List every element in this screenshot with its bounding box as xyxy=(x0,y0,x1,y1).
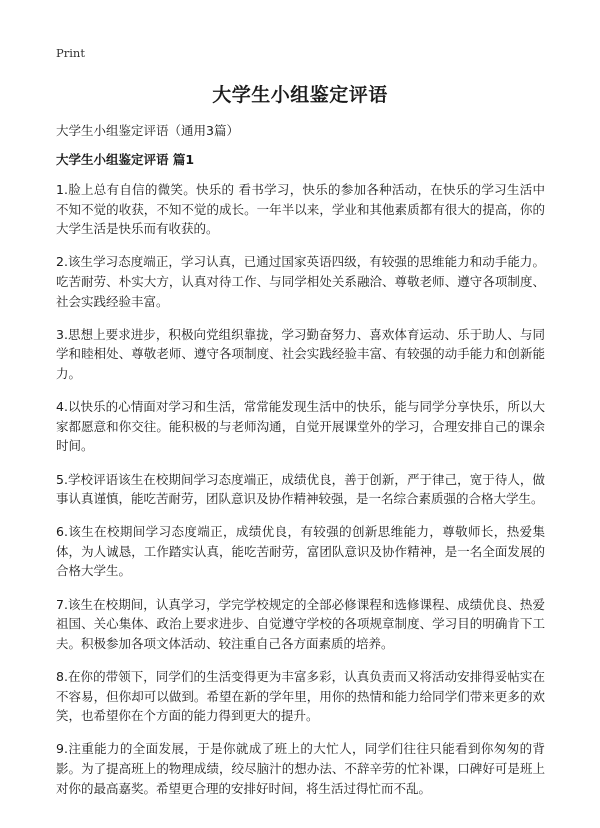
paragraph-6: 6.该生在校期间学习态度端正，成绩优良，有较强的创新思维能力，尊敬师长，热爱集体，为人诚恳，工作踏实认真，能吃苦耐劳，富团队意识及协作精神，是一名全面发展的合格大学生。 xyxy=(56,524,545,579)
document-subtitle: 大学生小组鉴定评语（通用3篇） xyxy=(56,123,239,138)
paragraph-7: 7.该生在校期间，认真学习，学完学校规定的全部必修课程和选修课程、成绩优良、热爱祖国、关心集体、政治上要求进步、自觉遵守学校的各项规章制度、学习目的明确肯下工夫。积极参加各项文体活动、较注重自己各方面素质的培养。 xyxy=(56,596,545,651)
paragraph-3: 3.思想上要求进步，积极向党组织靠拢，学习勤奋努力、喜欢体育运动、乐于助人、与同学和睦相处、尊敬老师、遵守各项制度、社会实践经验丰富、有较强的动手能力和创新能力。 xyxy=(56,326,545,381)
paragraph-5: 5.学校评语该生在校期间学习态度端正，成绩优良，善于创新，严于律己，宽于待人，做事认真谨慎，能吃苦耐劳，团队意识及协作精神较强，是一名综合素质强的合格大学生。 xyxy=(56,471,545,507)
section-heading: 大学生小组鉴定评语 篇1 xyxy=(56,152,195,167)
paragraph-2: 2.该生学习态度端正，学习认真，已通过国家英语四级，有较强的思维能力和动手能力。吃苦耐劳、朴实大方，认真对待工作、与同学相处关系融洽、尊敬老师、遵守各项制度、社会实践经验丰富。 xyxy=(56,254,545,309)
paragraph-1: 1.脸上总有自信的微笑。快乐的 看书学习，快乐的参加各种活动，在快乐的学习生活中不知不觉的收获，不知不觉的成长。一年半以来，学业和其他素质都有很大的提高，你的大学生活是快乐而有收获的。 xyxy=(56,182,545,237)
paragraph-list xyxy=(56,180,545,812)
print-label: Print xyxy=(56,46,85,60)
paragraph-4: 4.以快乐的心情面对学习和生活，常常能发现生活中的快乐，能与同学分享快乐，所以大家都愿意和你交往。能积极的与老师沟通，自觉开展课堂外的学习，合理安排自己的课余时间。 xyxy=(56,399,545,454)
document-title: 大学生小组鉴定评语 xyxy=(212,84,388,106)
paragraph-9: 9.注重能力的全面发展，于是你就成了班上的大忙人，同学们往往只能看到你匆匆的背影。为了提高班上的物理成绩，绞尽脑汁的想办法、不辞辛劳的忙补课，口碑好可是班上对你的最高嘉奖。希望更合理的安排好时间，将生活过得忙而不乱。 xyxy=(56,741,545,796)
paragraph-8: 8.在你的带领下，同学们的生活变得更为丰富多彩，认真负责而又将活动安排得妥帖实在不容易，但你却可以做到。希望在新的学年里，用你的热情和能力给同学们带来更多的欢笑，也希望你在个方面的能力得到更大的提升。 xyxy=(56,669,545,724)
